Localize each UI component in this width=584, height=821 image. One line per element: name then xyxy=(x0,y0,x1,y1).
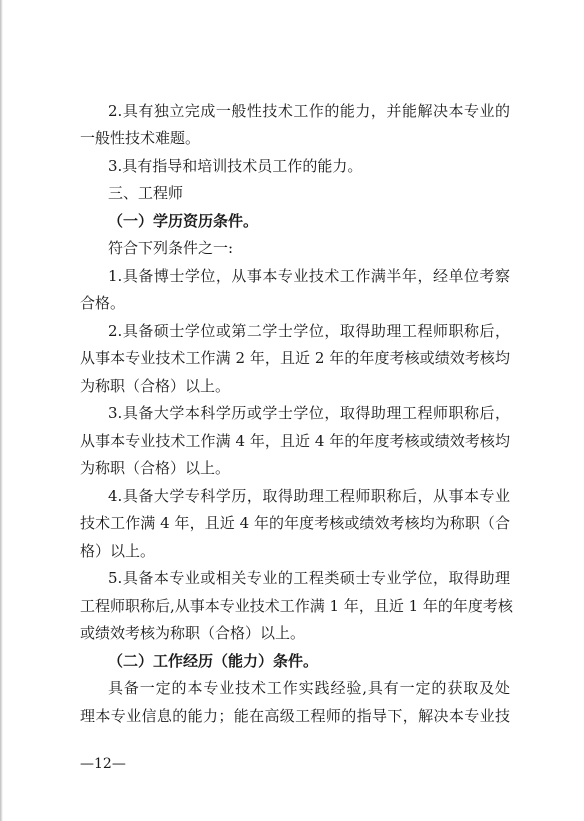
paragraph-line-9: 2.具备硕士学位或第二学士学位，取得助理工程师职称后， xyxy=(108,322,510,340)
paragraph-line-7: 1.具备博士学位，从事本专业技术工作满半年，经单位考察 xyxy=(108,267,510,285)
paragraph-line-8: 合格。 xyxy=(80,294,126,312)
paragraph-line-23: 理本专业信息的能力；能在高级工程师的指导下，解决本专业技 xyxy=(80,707,510,725)
paragraph-line-11: 为称职（合格）以上。 xyxy=(80,377,231,395)
paragraph-line-12: 3.具备大学本科学历或学士学位，取得助理工程师职称后， xyxy=(108,404,510,422)
paragraph-line-17: 格）以上。 xyxy=(80,542,156,560)
paragraph-line-6: 符合下列条件之一: xyxy=(108,239,234,257)
paragraph-line-19: 工程师职称后,从事本专业技术工作满 1 年，且近 1 年的年度考核 xyxy=(80,597,513,615)
paragraph-line-2: 一般性技术难题。 xyxy=(80,129,201,147)
page-edge-shadow xyxy=(0,0,3,821)
paragraph-line-10: 从事本专业技术工作满 2 年，且近 2 年的年度考核或绩效考核均 xyxy=(80,349,510,367)
paragraph-line-22: 具备一定的本专业技术工作实践经验,具有一定的获取及处 xyxy=(108,679,510,697)
paragraph-line-18: 5.具备本专业或相关专业的工程类硕士专业学位，取得助理 xyxy=(108,569,510,587)
subsection-heading-education: （一）学历资历条件。 xyxy=(108,212,259,230)
paragraph-line-3: 3.具有指导和培训技术员工作的能力。 xyxy=(108,157,363,175)
paragraph-line-1: 2.具有独立完成一般性技术工作的能力，并能解决本专业的 xyxy=(108,102,510,120)
page-number: —12— xyxy=(80,756,126,772)
paragraph-line-14: 为称职（合格）以上。 xyxy=(80,459,231,477)
section-heading-engineer: 三、工程师 xyxy=(108,184,184,202)
paragraph-line-13: 从事本专业技术工作满 4 年，且近 4 年的年度考核或绩效考核均 xyxy=(80,432,510,450)
paragraph-line-15: 4.具备大学专科学历，取得助理工程师职称后，从事本专业 xyxy=(108,487,510,505)
subsection-heading-experience: （二）工作经历（能力）条件。 xyxy=(108,652,319,670)
paragraph-line-20: 或绩效考核为称职（合格）以上。 xyxy=(80,624,306,642)
paragraph-line-16: 技术工作满 4 年，且近 4 年的年度考核或绩效考核均为称职（合 xyxy=(80,514,510,532)
